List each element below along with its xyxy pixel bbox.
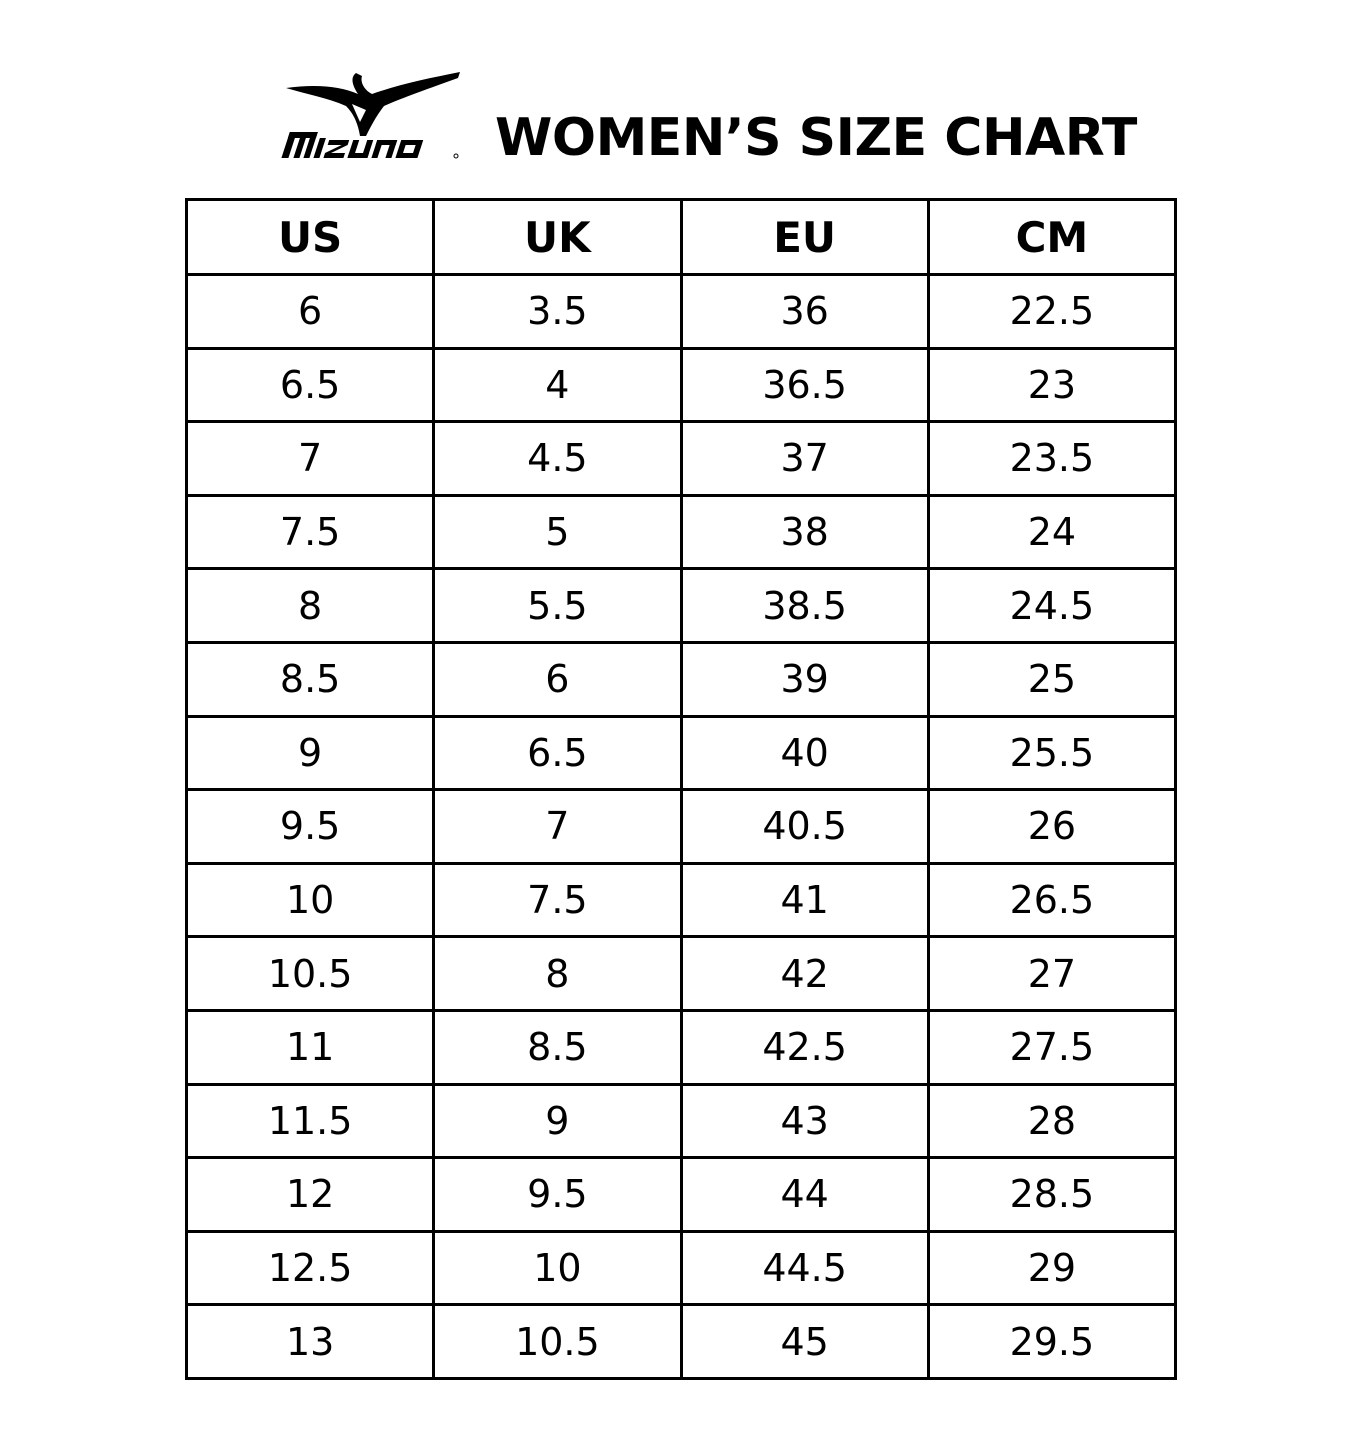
size-cell-us: 10 [187,863,434,937]
table-row [187,1231,1176,1305]
size-cell-uk: 8 [434,937,681,1011]
column-header-us: US [187,200,434,275]
size-cell-uk: 6.5 [434,716,681,790]
size-cell-us: 9 [187,716,434,790]
size-cell-uk: 10 [434,1231,681,1305]
size-cell-cm: 25 [928,642,1175,716]
table-row [187,1158,1176,1232]
size-cell-us: 8 [187,569,434,643]
size-cell-eu: 44 [681,1158,928,1232]
table-row [187,275,1176,349]
size-cell-eu: 38 [681,495,928,569]
size-cell-uk: 5 [434,495,681,569]
table-row [187,495,1176,569]
size-cell-cm: 27 [928,937,1175,1011]
size-cell-eu: 41 [681,863,928,937]
size-cell-uk: 9.5 [434,1158,681,1232]
size-cell-eu: 42 [681,937,928,1011]
size-cell-us: 11 [187,1010,434,1084]
size-cell-eu: 36.5 [681,348,928,422]
size-cell-us: 10.5 [187,937,434,1011]
table-row [187,716,1176,790]
size-cell-us: 9.5 [187,790,434,864]
size-cell-eu: 44.5 [681,1231,928,1305]
size-chart-table [185,198,1177,1380]
table-row [187,642,1176,716]
header [0,0,1363,190]
size-cell-us: 6 [187,275,434,349]
column-header-eu: EU [681,200,928,275]
size-cell-cm: 29 [928,1231,1175,1305]
size-cell-us: 11.5 [187,1084,434,1158]
mizuno-logo-icon [280,70,465,165]
size-cell-uk: 5.5 [434,569,681,643]
page-title: WOMEN’S SIZE CHART [495,108,1137,168]
size-cell-cm: 24.5 [928,569,1175,643]
column-header-cm: CM [928,200,1175,275]
table-row [187,422,1176,496]
table-row [187,937,1176,1011]
size-cell-eu: 37 [681,422,928,496]
size-cell-eu: 42.5 [681,1010,928,1084]
size-cell-cm: 28 [928,1084,1175,1158]
size-cell-us: 8.5 [187,642,434,716]
size-cell-cm: 28.5 [928,1158,1175,1232]
size-cell-eu: 40 [681,716,928,790]
size-cell-uk: 6 [434,642,681,716]
size-cell-cm: 23 [928,348,1175,422]
size-cell-cm: 26.5 [928,863,1175,937]
size-cell-cm: 25.5 [928,716,1175,790]
size-cell-eu: 43 [681,1084,928,1158]
size-cell-uk: 4 [434,348,681,422]
size-cell-us: 13 [187,1305,434,1379]
size-cell-cm: 29.5 [928,1305,1175,1379]
table-row [187,348,1176,422]
column-header-uk: UK [434,200,681,275]
table-row [187,863,1176,937]
size-cell-eu: 40.5 [681,790,928,864]
size-cell-us: 7 [187,422,434,496]
size-cell-us: 7.5 [187,495,434,569]
size-cell-uk: 4.5 [434,422,681,496]
size-cell-cm: 23.5 [928,422,1175,496]
size-cell-us: 12.5 [187,1231,434,1305]
table-header-row [187,200,1176,275]
size-cell-us: 6.5 [187,348,434,422]
table-row [187,1010,1176,1084]
size-cell-eu: 38.5 [681,569,928,643]
table-row [187,569,1176,643]
table-row [187,1084,1176,1158]
size-cell-uk: 10.5 [434,1305,681,1379]
size-cell-cm: 24 [928,495,1175,569]
size-cell-uk: 8.5 [434,1010,681,1084]
size-cell-cm: 26 [928,790,1175,864]
size-cell-eu: 45 [681,1305,928,1379]
size-cell-eu: 36 [681,275,928,349]
size-cell-uk: 3.5 [434,275,681,349]
table-row [187,790,1176,864]
table-body [187,275,1176,1379]
size-cell-cm: 27.5 [928,1010,1175,1084]
size-cell-cm: 22.5 [928,275,1175,349]
size-cell-uk: 7 [434,790,681,864]
size-cell-uk: 7.5 [434,863,681,937]
size-cell-eu: 39 [681,642,928,716]
size-cell-us: 12 [187,1158,434,1232]
size-cell-uk: 9 [434,1084,681,1158]
table-row [187,1305,1176,1379]
